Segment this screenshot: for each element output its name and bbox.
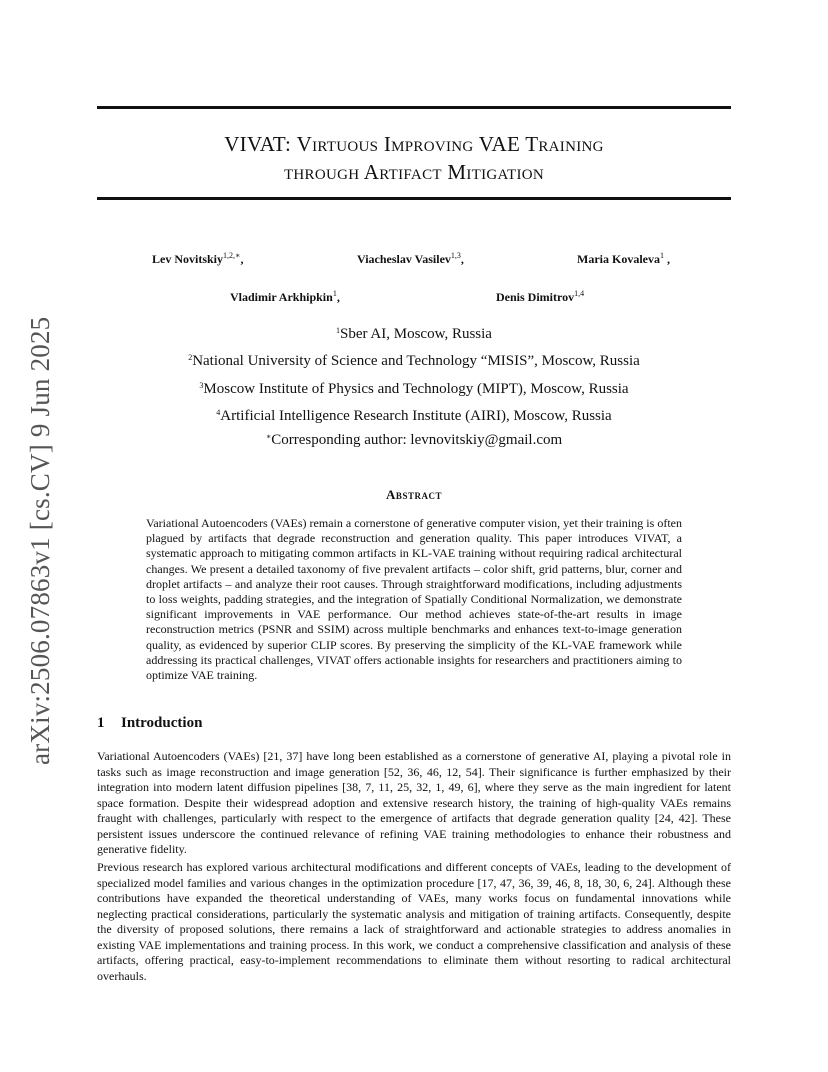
abstract-heading: Abstract <box>386 487 442 502</box>
affiliation-text: National University of Science and Technology “MISIS”, Moscow, Russia <box>192 353 640 369</box>
title-acronym: VIVAT: <box>224 132 297 156</box>
author-1 <box>152 249 243 266</box>
affiliation-mark: 2 <box>188 353 193 362</box>
author-affiliation-marks: 1,2,∗ <box>223 251 241 260</box>
title-rule-bottom <box>97 197 731 200</box>
title-rule-top <box>97 106 731 109</box>
section-heading-introduction <box>97 714 202 732</box>
author-2 <box>357 249 464 266</box>
author-name: Maria Kovaleva <box>577 252 660 266</box>
section-title: Introduction <box>121 715 203 731</box>
author-name: Vladimir Arkhipkin <box>230 290 333 304</box>
author-separator: , <box>460 252 464 266</box>
affiliation-3 <box>97 377 731 398</box>
author-separator: , <box>336 290 340 304</box>
affiliation-text: Sber AI, Moscow, Russia <box>340 326 492 342</box>
arxiv-identifier: arXiv:2506.07863v1 [cs.CV] 9 Jun 2025 <box>25 316 55 765</box>
author-affiliation-marks: 1 <box>332 289 337 298</box>
paragraph: Previous research has explored various architectural modifications and different concepts of VAEs, leading to the development of specialized model families and various changes in the optimization procedure [17, 47, 36, 39, 46, 8, 18, 30, 6, 24]. Although these contributions have expanded the theoretical understanding of VAEs, many works focus on fundamental innovations while neglecting practical considerations, particularly the systematic analysis and mitigation of training artifacts. Consequently, despite the diversity of proposed solutions, there remains a lack of straightforward and actionable strategies to address anomalies in existing VAE implementations and training process. In this work, we conduct a comprehensive classification and analysis of these artifacts, offering practical, easy-to-implement recommendations to eliminate them without resorting to radical architectural overhauls. <box>97 860 731 983</box>
affiliation-2 <box>97 349 731 370</box>
corresponding-author <box>97 428 731 449</box>
author-affiliation-marks: 1,3 <box>450 251 461 260</box>
title-line-1 <box>97 130 731 158</box>
affiliation-text: Corresponding author: levnovitskiy@gmail.com <box>271 432 563 448</box>
author-name: Lev Novitskiy <box>152 252 224 266</box>
paper-title <box>97 130 731 186</box>
affiliation-mark: 3 <box>199 381 204 390</box>
affiliation-text: Moscow Institute of Physics and Technology (MIPT), Moscow, Russia <box>203 381 629 397</box>
paragraph: Variational Autoencoders (VAEs) [21, 37] have long been established as a cornerstone of generative AI, playing a pivotal role in tasks such as image reconstruction and image generation [52, 36, 46, 12, 54]. Their significance is further emphasized by their integration into modern latent diffusion pipelines [38, 7, 11, 25, 32, 1, 49, 6], where they serve as the main ingredient for latent space formation. Despite their widespread adoption and extensive research history, the training of high-quality VAEs remains fraught with challenges, particularly with respect to the emergence of artifacts that degrade generation quality [24, 42]. These persistent issues underscore the continued relevance of refining VAE training methodologies to enhance their robustness and generative fidelity. <box>97 749 731 856</box>
author-affiliation-marks: 1,4 <box>574 289 585 298</box>
author-3 <box>577 249 670 266</box>
affiliation-1 <box>97 322 731 343</box>
author-separator: , <box>240 252 244 266</box>
section-number: 1 <box>97 715 105 731</box>
affiliation-mark: 4 <box>216 408 221 417</box>
author-4 <box>230 287 340 304</box>
affiliation-4 <box>97 404 731 425</box>
author-name: Denis Dimitrov <box>496 290 575 304</box>
author-separator: , <box>663 252 670 266</box>
affiliation-text: Artificial Intelligence Research Institute (AIRI), Moscow, Russia <box>220 408 612 424</box>
author-name: Viacheslav Vasilev <box>357 252 451 266</box>
arxiv-sidebar-stamp <box>22 300 62 765</box>
affiliation-mark: 1 <box>336 326 341 335</box>
author-affiliation-marks: 1 <box>659 251 664 260</box>
title-line-2: through Artifact Mitigation <box>283 160 545 184</box>
affiliation-mark: ∗ <box>265 432 272 441</box>
title-main: Virtuous Improving VAE Training <box>296 132 604 156</box>
author-5 <box>496 287 584 304</box>
abstract-body: Variational Autoencoders (VAEs) remain a cornerstone of generative computer vision, yet their training is often plagued by artifacts that degrade reconstruction and generation quality. This paper introduces VIVAT, a systematic approach to mitigating common artifacts in KL-VAE training without requiring radical architectural changes. We present a detailed taxonomy of five prevalent artifacts – color shift, grid patterns, blur, corner and droplet artifacts – and analyze their root causes. Through straightforward modifications, including adjustments to loss weights, padding strategies, and the integration of Spatially Conditional Normalization, we demonstrate significant improvements in VAE performance. Our method achieves state-of-the-art results in image reconstruction metrics (PSNR and SSIM) across multiple benchmarks and enhances text-to-image generation quality, as evidenced by superior CLIP scores. By preserving the simplicity of the KL-VAE framework while addressing its practical challenges, VIVAT offers actionable insights for researchers and practitioners aiming to optimize VAE training. <box>146 516 682 683</box>
